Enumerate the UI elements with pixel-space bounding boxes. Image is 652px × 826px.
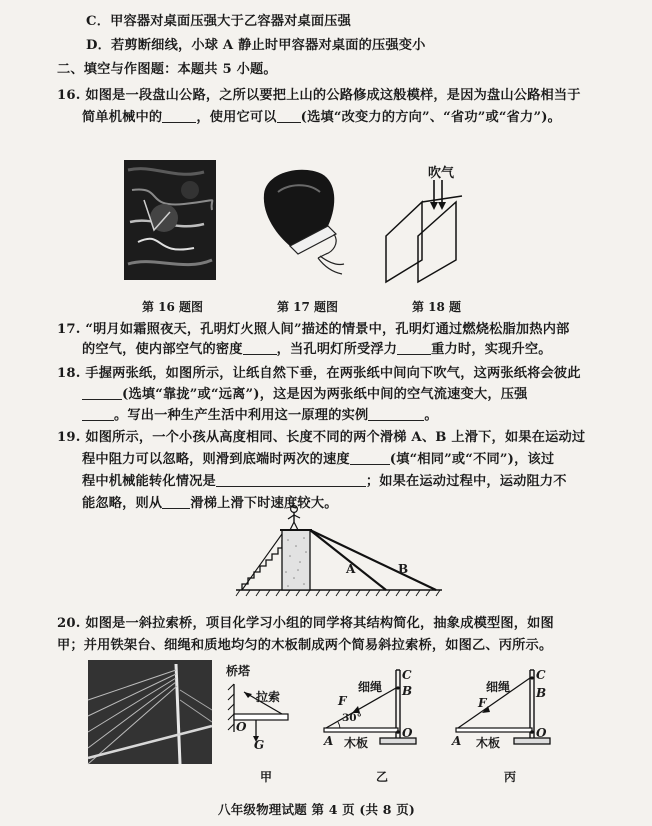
rope-label-yi: 细绳 (358, 680, 383, 694)
question-text: 如图是一斜拉索桥，项目化学习小组的同学将其结构简化，抽象成模型图，如图 (85, 616, 554, 631)
answer-blank[interactable] (397, 340, 431, 355)
angle-label: 30° (342, 712, 362, 724)
figure-20-yi-caption: 乙 (376, 770, 389, 784)
rope-label-bing: 细绳 (486, 680, 511, 694)
question-text: 如图是一段盘山公路，之所以要把上山的公路修成这般模样，是因为盘山公路相当于 (85, 88, 581, 103)
q18-line3 (82, 406, 438, 426)
answer-blank[interactable] (162, 108, 196, 123)
question-text: 。写出一种生产生活中利用这一原理的实例 (114, 408, 369, 423)
question-text: 如图所示，一个小孩从高度相同、长度不同的两个滑梯 A、B 上滑下，如果在运动过 (85, 430, 586, 445)
question-number: 20. (57, 616, 81, 631)
figure-20-bing-caption: 丙 (504, 770, 517, 784)
figure-17-lantern (248, 164, 358, 280)
q17-line2 (82, 340, 552, 360)
pivot-o-label-yi: O (402, 726, 413, 740)
point-b-label-bing: B (536, 686, 547, 700)
point-c-label-bing: C (536, 668, 546, 682)
point-a-label-yi: A (324, 734, 334, 748)
q20-line1 (57, 614, 554, 634)
question-text: ，使用它可以 (196, 110, 277, 125)
question-text: 。 (424, 408, 438, 423)
question-text: 程中机械能转化情况是 (82, 474, 216, 489)
section-heading: 二、填空与作图题：本题共 5 小题。 (57, 62, 277, 77)
figure-20-bridge-photo (88, 660, 212, 764)
question-text: (选填“靠拢”或“远离”)，这是因为两张纸中间的空气流速变大，压强 (122, 387, 528, 402)
q19-line2 (82, 450, 554, 470)
board-label-yi: 木板 (344, 736, 369, 750)
cable-label: 拉索 (256, 690, 281, 704)
q20-line2: 甲；并用铁架台、细绳和质地均匀的木板制成两个简易斜拉索桥，如图乙、丙所示。 (57, 638, 553, 653)
question-text: “明月如霜照夜天，孔明灯火照人间”描述的情景中，孔明灯通过燃烧松脂加热内部 (85, 322, 570, 337)
question-number: 17. (57, 322, 81, 337)
q15-option-d: D．若剪断细线，小球 A 静止时甲容器对桌面的压强变小 (86, 38, 426, 53)
question-number: 16. (57, 88, 81, 103)
question-text: 程中阻力可以忽略，则滑到底端时两次的速度 (82, 452, 350, 467)
question-text: 能忽略，则从 (82, 496, 163, 511)
point-a-label-bing: A (452, 734, 462, 748)
question-text: 滑梯上滑下时速度较大。 (190, 496, 338, 511)
answer-blank[interactable] (368, 406, 424, 421)
question-text: 手握两张纸，如图所示，让纸自然下垂，在两张纸中间向下吹气，这两张纸将会彼此 (85, 366, 581, 381)
figure-18-caption: 第 18 题 (412, 300, 462, 314)
figure-19-slides (236, 500, 446, 600)
q19-line1 (57, 428, 585, 448)
question-text: 简单机械中的 (82, 110, 163, 125)
pivot-o-label-bing: O (536, 726, 547, 740)
point-c-label-yi: C (402, 668, 412, 682)
q17-line1 (57, 320, 569, 340)
answer-blank[interactable] (350, 450, 390, 465)
q18-line2 (82, 385, 527, 405)
answer-blank[interactable] (82, 406, 114, 421)
question-text: ，当孔明灯所受浮力 (276, 342, 398, 357)
figure-16-caption: 第 16 题图 (142, 300, 204, 314)
q18-line1 (57, 364, 581, 384)
tower-label: 桥塔 (226, 664, 251, 678)
question-text: ；如果在运动过程中，运动阻力不 (365, 474, 567, 489)
question-number: 19. (57, 430, 81, 445)
question-text: 的空气，使内部空气的密度 (82, 342, 243, 357)
question-text: (选填“改变力的方向”、“省功”或“省力”)。 (300, 110, 562, 125)
board-label-bing: 木板 (476, 736, 501, 750)
slide-b-label: B (398, 562, 409, 576)
question-text: (填“相同”或“不同”)，该过 (389, 452, 555, 467)
figure-20-jia-caption: 甲 (260, 770, 273, 784)
page-footer: 八年级物理试题 第 4 页 (共 8 页) (218, 802, 416, 817)
figure-17-caption: 第 17 题图 (277, 300, 339, 314)
question-number: 18. (57, 366, 81, 381)
q15-option-c: C．甲容器对桌面压强大于乙容器对桌面压强 (86, 14, 352, 29)
blow-label: 吹气 (428, 166, 455, 181)
answer-blank[interactable] (243, 340, 277, 355)
point-b-label-yi: B (402, 684, 413, 698)
question-text: 重力时，实现升空。 (431, 342, 552, 357)
gravity-g-label: G (254, 738, 265, 752)
figure-16-photo (124, 160, 216, 280)
force-f-label-bing: F (478, 696, 487, 710)
answer-blank[interactable] (162, 494, 190, 509)
figure-18-papers (380, 178, 480, 278)
answer-blank[interactable] (277, 108, 301, 123)
q16-line1 (57, 86, 581, 106)
slide-a-label: A (346, 562, 356, 576)
q16-line2 (82, 108, 561, 128)
pivot-o-label: O (236, 720, 247, 734)
answer-blank[interactable] (216, 472, 366, 487)
q19-line3 (82, 472, 567, 492)
answer-blank[interactable] (82, 385, 122, 400)
force-f-label-yi: F (338, 694, 347, 708)
